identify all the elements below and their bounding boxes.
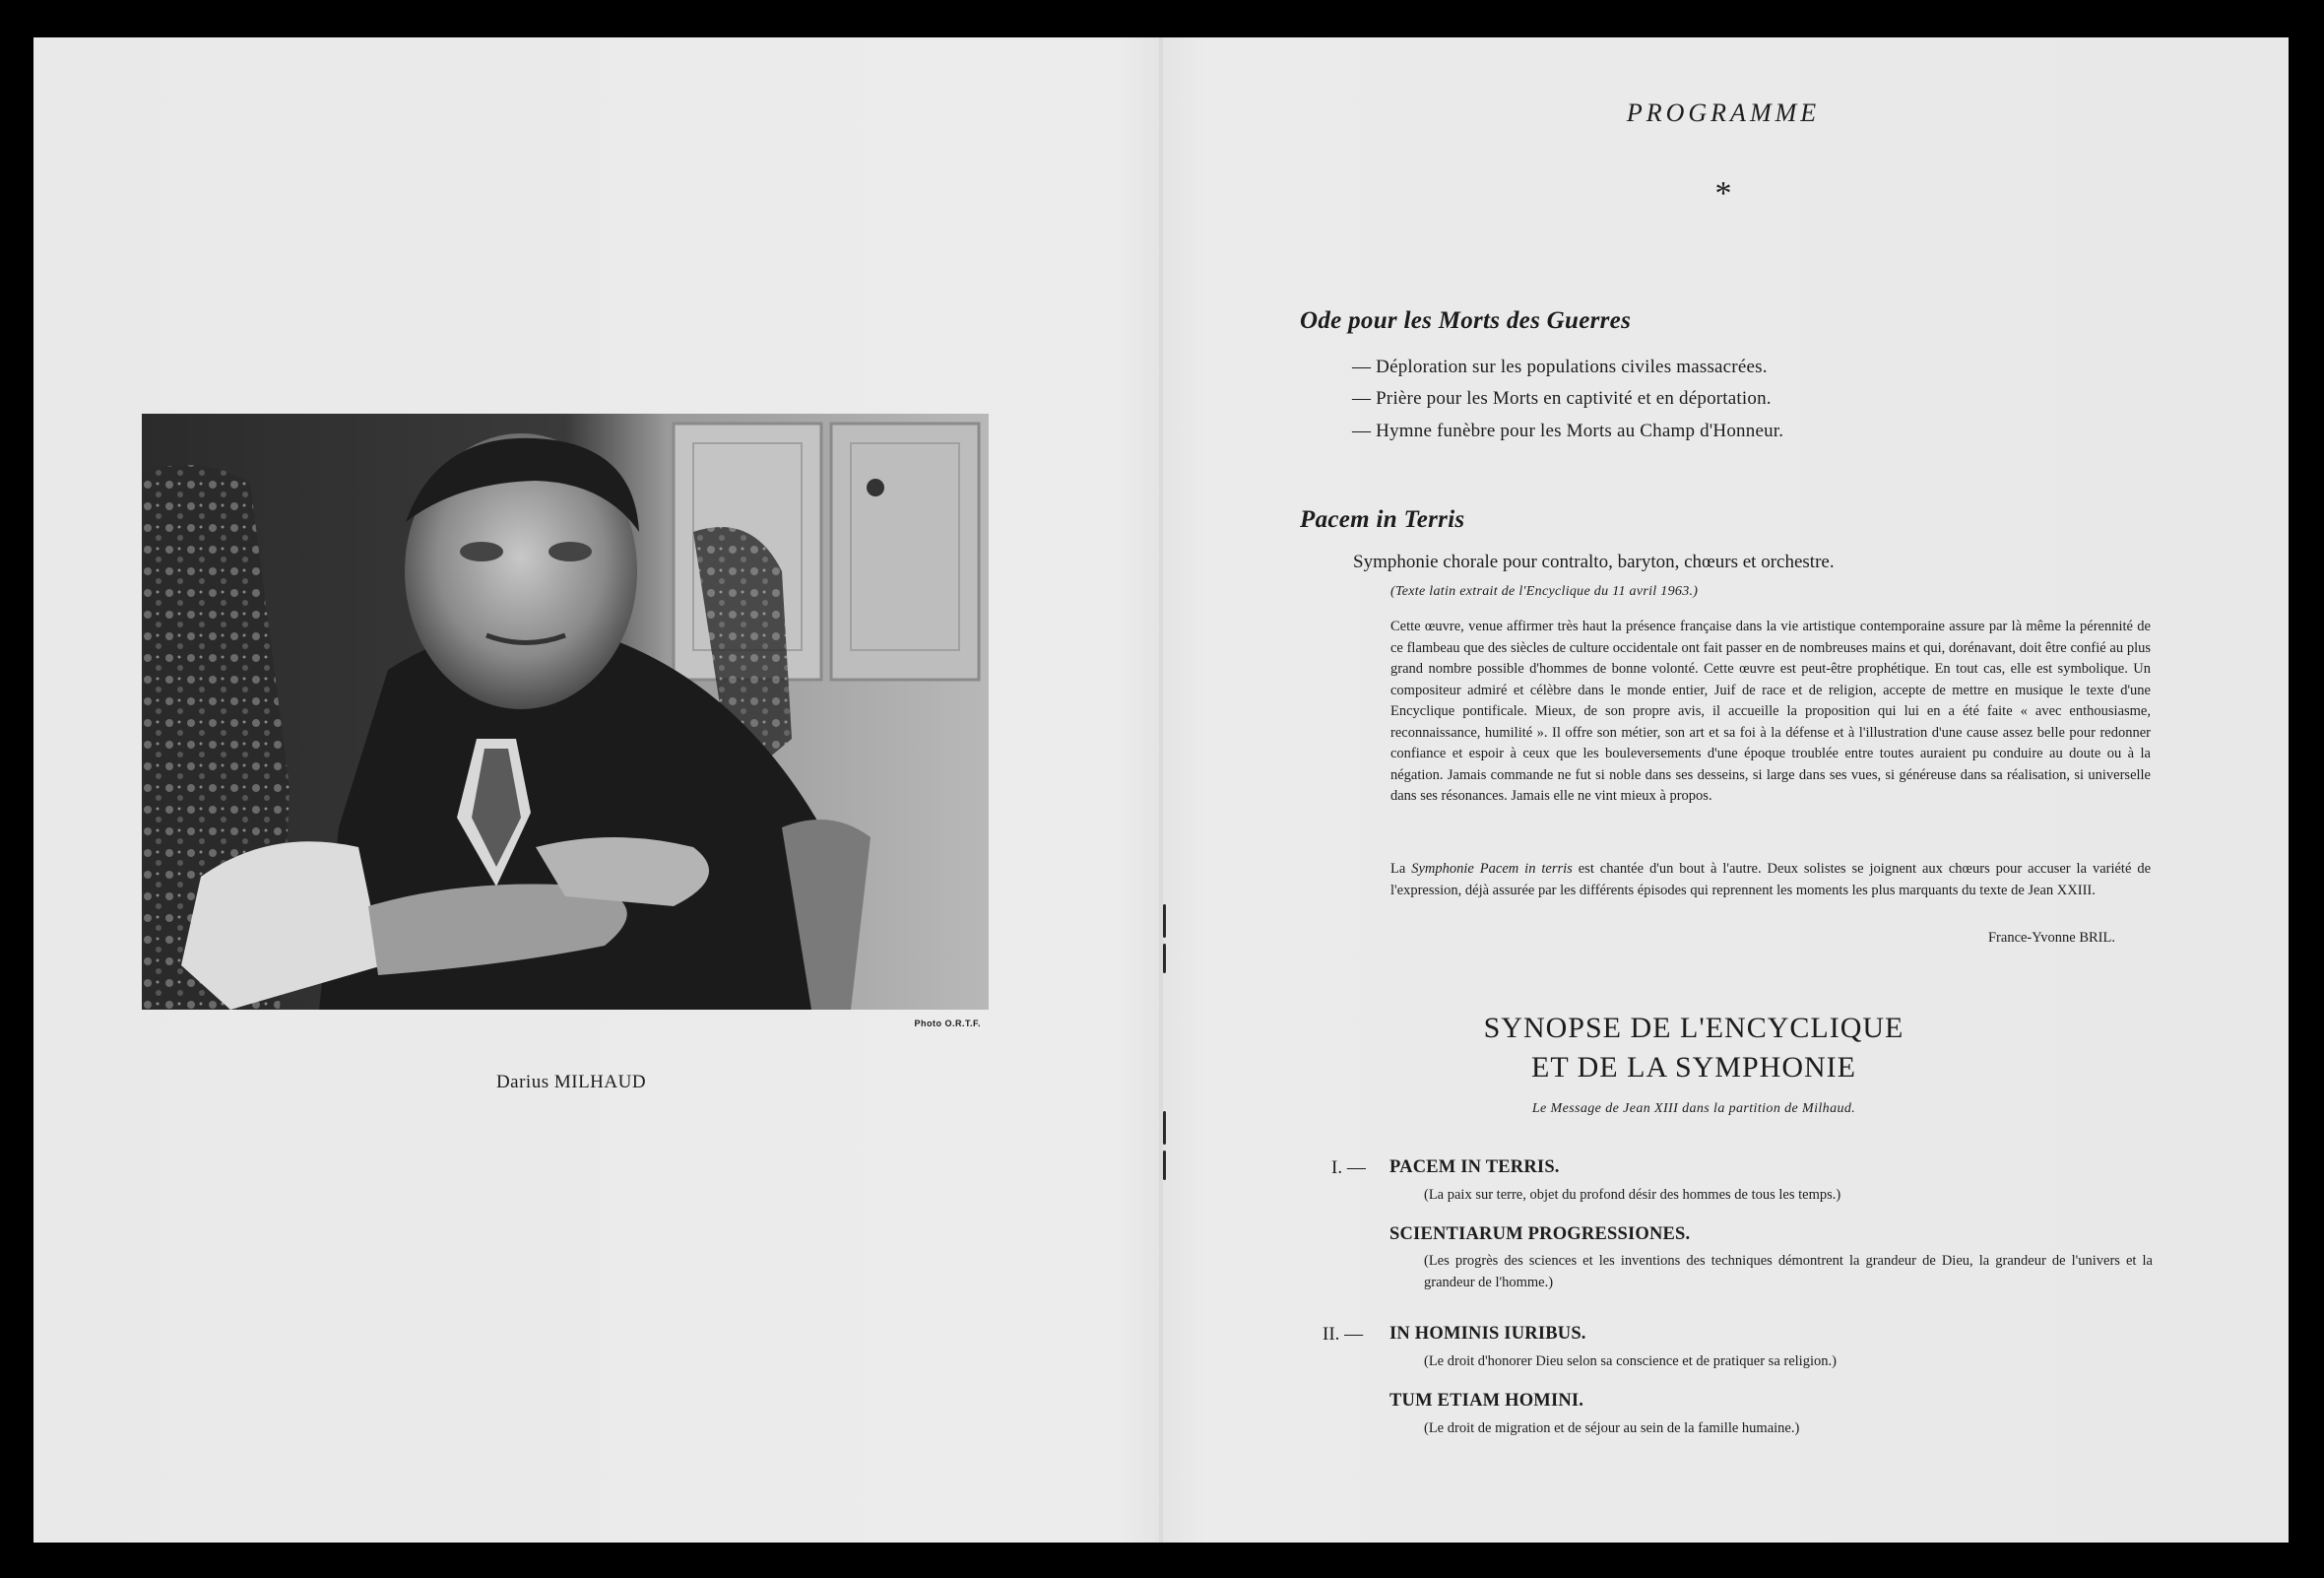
section-2-heading: IN HOMINIS IURIBUS.	[1389, 1324, 1586, 1344]
section-1-sub-description: (Les progrès des sciences et les inventions des techniques démontrent la grandeur de Dieu, la grandeur de l'univers et la grandeur de l'homme.)	[1424, 1253, 2153, 1290]
portrait-photo	[142, 414, 989, 1010]
section-2-numeral: II. —	[1323, 1324, 1364, 1345]
section-1-subheading: SCIENTIARUM PROGRESSIONES.	[1389, 1224, 1691, 1244]
page-title: PROGRAMME	[1626, 99, 1821, 127]
synopse-subtitle: Le Message de Jean XIII dans la partition de Milhaud.	[1531, 1101, 1856, 1116]
staple-top-1	[1163, 904, 1166, 938]
staple-bottom-2	[1163, 1151, 1166, 1180]
portrait-illustration	[142, 414, 989, 1010]
pacem-source-note: (Texte latin extrait de l'Encyclique du 11 avril 1963.)	[1390, 584, 1699, 599]
asterisk-ornament: *	[1714, 175, 1732, 212]
section-1-heading: PACEM IN TERRIS.	[1389, 1157, 1560, 1177]
section-1-description: (La paix sur terre, objet du profond désir des hommes de tous les temps.)	[1424, 1187, 1841, 1203]
p2-prefix: La	[1390, 861, 1412, 877]
page-fold	[1159, 37, 1163, 1543]
photo-caption: Darius MILHAUD	[495, 1072, 647, 1092]
section-2-sub-description: (Le droit de migration et de séjour au sein de la famille humaine.)	[1424, 1420, 1800, 1436]
ode-heading: Ode pour les Morts des Guerres	[1300, 307, 1632, 334]
section-2-description: (Le droit d'honorer Dieu selon sa conscience et de pratiquer sa religion.)	[1424, 1353, 1837, 1369]
pacem-subtitle: Symphonie chorale pour contralto, baryton, chœurs et orchestre.	[1353, 552, 1835, 572]
photo-credit: Photo O.R.T.F.	[914, 1019, 981, 1028]
p2-italic-title: Symphonie Pacem in terris	[1411, 861, 1573, 877]
section-1-numeral: I. —	[1331, 1157, 1366, 1178]
author-signature: France-Yvonne BRIL.	[1987, 930, 2115, 946]
pacem-heading: Pacem in Terris	[1300, 506, 1465, 533]
ode-item-3: — Hymne funèbre pour les Morts au Champ d'Honneur.	[1352, 421, 1784, 441]
ode-item-1: — Déploration sur les populations civiles massacrées.	[1352, 357, 1768, 377]
synopse-title-line1: SYNOPSE DE L'ENCYCLIQUE	[1483, 1012, 1904, 1044]
staple-top-2	[1163, 944, 1166, 973]
synopse-title-line2: ET DE LA SYMPHONIE	[1531, 1051, 1856, 1084]
ode-item-2: — Prière pour les Morts en captivité et en déportation.	[1352, 388, 1772, 409]
section-2-subheading: TUM ETIAM HOMINI.	[1389, 1391, 1584, 1411]
staple-bottom-1	[1163, 1111, 1166, 1145]
synopse-title	[1418, 1009, 1969, 1087]
commentary-paragraph-1: Cette œuvre, venue affirmer très haut la présence française dans la vie artistique contemporaine assure par là même la pérennité de ce flambeau que des siècles de culture occidentale ont fait passer en de nombreuses mains et qui, dorénavant, doit être confié au plus grand nombre possible d'hommes de bonne volonté. Cette œuvre est peut-être prophétique. En tout cas, elle est symbolique. Un compositeur admiré et célèbre dans le monde entier, Juif de race et de religion, accepte de mettre en musique le texte d'une Encyclique pontificale. Mieux, de son propre avis, il accueille la proposition qui lui en a été faite « avec enthousiasme, reconnaissance, humilité ». Il offre son métier, son art et sa foi à la défense et à l'illustration d'une cause assez belle pour redonner confiance et espoir à ceux que les bouleversements d'une époque troublée entre toutes auraient pu conduire au doute ou à la négation. Jamais commande ne fut si noble dans ses desseins, si large dans ses vues, si généreuse dans sa réalisation, si universelle dans ses résonances. Jamais elle ne vint mieux à propos.	[1390, 619, 2151, 804]
p2-rest: est chantée d'un bout à l'autre. Deux solistes se joignent aux chœurs pour accuser la variété de l'expression, déjà assurée par les différents épisodes qui reprennent les moments les plus marquants du texte de Jean XXIII.	[1390, 861, 2152, 898]
commentary-paragraph-2	[1390, 859, 2151, 901]
